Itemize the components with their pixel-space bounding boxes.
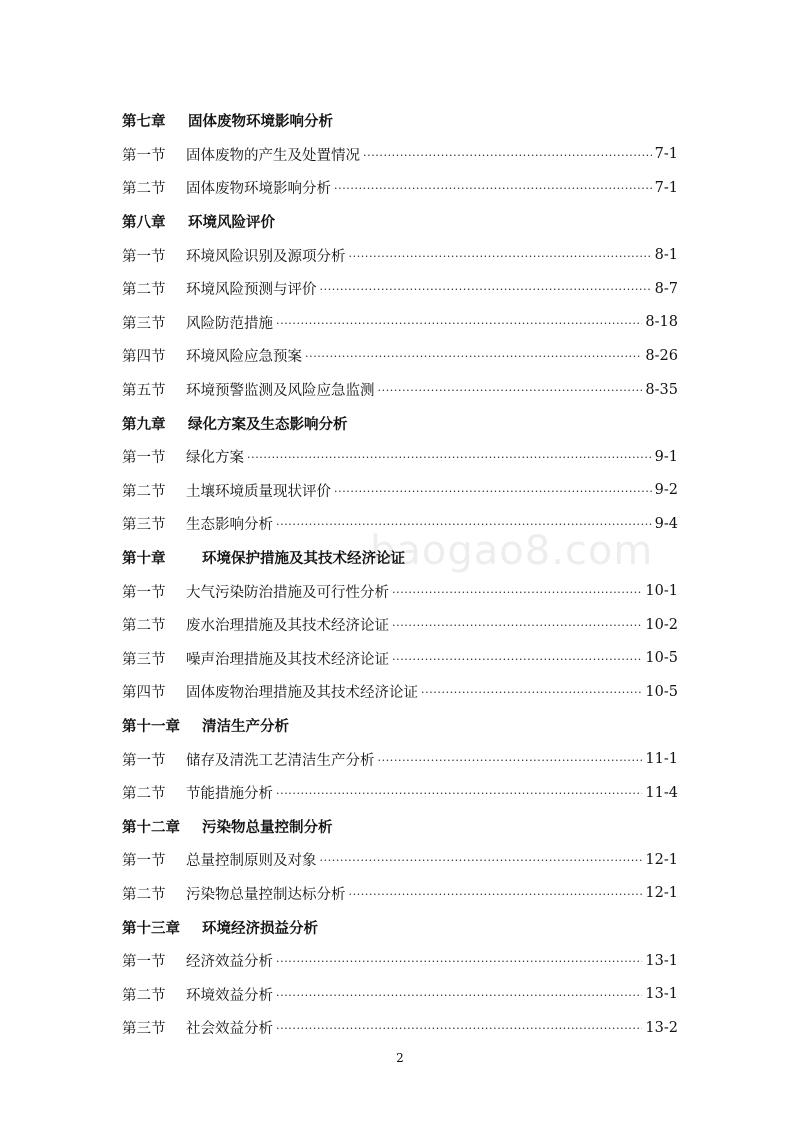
section-page-ref: 9-1	[654, 448, 678, 465]
section-page-ref: 11-1	[645, 751, 678, 768]
section-page-ref: 9-4	[654, 515, 678, 532]
dot-leader	[320, 854, 643, 867]
watermark: baogao8.com	[370, 528, 654, 574]
section-page-ref: 8-1	[654, 247, 678, 264]
toc-section-entry	[122, 474, 678, 508]
section-number: 第三节	[122, 1021, 166, 1038]
dot-leader	[334, 485, 652, 498]
toc-section-entry	[122, 977, 678, 1011]
toc-chapter-heading	[122, 406, 678, 440]
section-page-ref: 12-1	[645, 885, 678, 902]
section-page-ref: 8-7	[654, 280, 678, 297]
chapter-title: 污染物总量控制分析	[202, 818, 333, 836]
section-number: 第二节	[122, 786, 166, 803]
chapter-number: 第八章	[122, 214, 166, 232]
dot-leader	[349, 250, 652, 263]
dot-leader	[392, 586, 642, 599]
section-number: 第二节	[122, 618, 166, 635]
section-page-ref: 10-2	[645, 616, 678, 633]
chapter-title: 固体废物环境影响分析	[188, 113, 333, 131]
section-title: 环境风险预测与评价	[186, 282, 317, 299]
section-number: 第二节	[122, 282, 166, 299]
dot-leader	[349, 888, 643, 901]
dot-leader	[276, 955, 642, 968]
toc-section-entry	[122, 877, 678, 911]
dot-leader	[247, 451, 652, 464]
section-number: 第一节	[122, 248, 166, 265]
chapter-title: 环境风险评价	[188, 214, 275, 232]
section-page-ref: 13-1	[645, 952, 678, 969]
toc-section-entry	[122, 171, 678, 205]
section-page-ref: 10-1	[645, 583, 678, 600]
section-page-ref: 10-5	[645, 683, 678, 700]
dot-leader	[276, 989, 642, 1002]
toc-section-entry	[122, 306, 678, 340]
section-page-ref: 12-1	[645, 851, 678, 868]
section-title: 节能措施分析	[186, 786, 273, 803]
section-page-ref: 8-18	[645, 314, 678, 331]
dot-leader	[334, 182, 652, 195]
section-title: 固体废物的产生及处置情况	[186, 147, 360, 164]
section-title: 储存及清洗工艺清洁生产分析	[186, 752, 375, 769]
section-number: 第四节	[122, 349, 166, 366]
section-number: 第二节	[122, 886, 166, 903]
section-number: 第二节	[122, 181, 166, 198]
section-title: 风险防范措施	[186, 315, 273, 332]
section-number: 第三节	[122, 315, 166, 332]
dot-leader	[363, 149, 652, 162]
toc-section-entry	[122, 138, 678, 172]
section-number: 第三节	[122, 517, 166, 534]
section-title: 环境风险识别及源项分析	[186, 248, 346, 265]
section-number: 第二节	[122, 987, 166, 1004]
section-number: 第一节	[122, 147, 166, 164]
section-title: 生态影响分析	[186, 517, 273, 534]
toc-section-entry	[122, 373, 678, 407]
section-title: 总量控制原则及对象	[186, 853, 317, 870]
section-page-ref: 10-5	[645, 650, 678, 667]
toc-chapter-heading	[122, 205, 678, 239]
section-title: 社会效益分析	[186, 1021, 273, 1038]
toc-section-entry	[122, 339, 678, 373]
chapter-number: 第十一章	[122, 717, 180, 735]
toc-section-entry	[122, 1011, 678, 1045]
toc-chapter-heading	[122, 809, 678, 843]
dot-leader	[378, 384, 643, 397]
section-title: 大气污染防治措施及可行性分析	[186, 584, 389, 601]
toc-section-entry	[122, 608, 678, 642]
dot-leader	[276, 317, 642, 330]
section-page-ref: 7-1	[654, 146, 678, 163]
section-number: 第二节	[122, 483, 166, 500]
section-page-ref: 7-1	[654, 179, 678, 196]
chapter-title: 环境保护措施及其技术经济论证	[202, 550, 405, 568]
toc-section-entry	[122, 238, 678, 272]
section-number: 第四节	[122, 685, 166, 702]
section-title: 环境风险应急预案	[186, 349, 302, 366]
toc-chapter-heading	[122, 709, 678, 743]
toc-section-entry	[122, 574, 678, 608]
toc-section-entry	[122, 272, 678, 306]
section-number: 第一节	[122, 584, 166, 601]
section-page-ref: 13-1	[645, 986, 678, 1003]
chapter-number: 第十章	[122, 550, 166, 568]
dot-leader	[392, 653, 642, 666]
chapter-title: 绿化方案及生态影响分析	[188, 415, 348, 433]
toc-section-entry	[122, 944, 678, 978]
section-number: 第一节	[122, 853, 166, 870]
section-title: 绿化方案	[186, 450, 244, 467]
section-title: 环境效益分析	[186, 987, 273, 1004]
chapter-number: 第七章	[122, 113, 166, 131]
dot-leader	[378, 754, 643, 767]
toc-chapter-heading	[122, 910, 678, 944]
section-page-ref: 9-2	[654, 482, 678, 499]
chapter-number: 第十二章	[122, 818, 180, 836]
chapter-title: 环境经济损益分析	[202, 919, 318, 937]
section-title: 噪声治理措施及其技术经济论证	[186, 651, 389, 668]
page-number: 2	[396, 1051, 404, 1065]
section-title: 固体废物环境影响分析	[186, 181, 331, 198]
toc-section-entry	[122, 843, 678, 877]
section-title: 污染物总量控制达标分析	[186, 886, 346, 903]
section-page-ref: 13-2	[645, 1019, 678, 1036]
section-title: 废水治理措施及其技术经济论证	[186, 618, 389, 635]
section-number: 第五节	[122, 383, 166, 400]
dot-leader	[320, 283, 652, 296]
toc-chapter-heading	[122, 104, 678, 138]
dot-leader	[276, 787, 642, 800]
toc-section-entry	[122, 742, 678, 776]
section-page-ref: 11-4	[645, 784, 678, 801]
chapter-number: 第九章	[122, 415, 166, 433]
table-of-contents	[122, 104, 678, 1045]
section-title: 土壤环境质量现状评价	[186, 483, 331, 500]
toc-section-entry	[122, 642, 678, 676]
section-number: 第一节	[122, 954, 166, 971]
toc-section-entry	[122, 776, 678, 810]
section-number: 第一节	[122, 752, 166, 769]
toc-section-entry	[122, 440, 678, 474]
chapter-number: 第十三章	[122, 919, 180, 937]
section-page-ref: 8-26	[645, 347, 678, 364]
dot-leader	[392, 619, 642, 632]
chapter-title: 清洁生产分析	[202, 717, 289, 735]
section-number: 第一节	[122, 450, 166, 467]
dot-leader	[276, 1022, 642, 1035]
section-title: 固体废物治理措施及其技术经济论证	[186, 685, 418, 702]
toc-section-entry	[122, 675, 678, 709]
section-page-ref: 8-35	[645, 381, 678, 398]
section-title: 经济效益分析	[186, 954, 273, 971]
dot-leader	[421, 686, 642, 699]
section-title: 环境预警监测及风险应急监测	[186, 383, 375, 400]
dot-leader	[305, 350, 642, 363]
section-number: 第三节	[122, 651, 166, 668]
